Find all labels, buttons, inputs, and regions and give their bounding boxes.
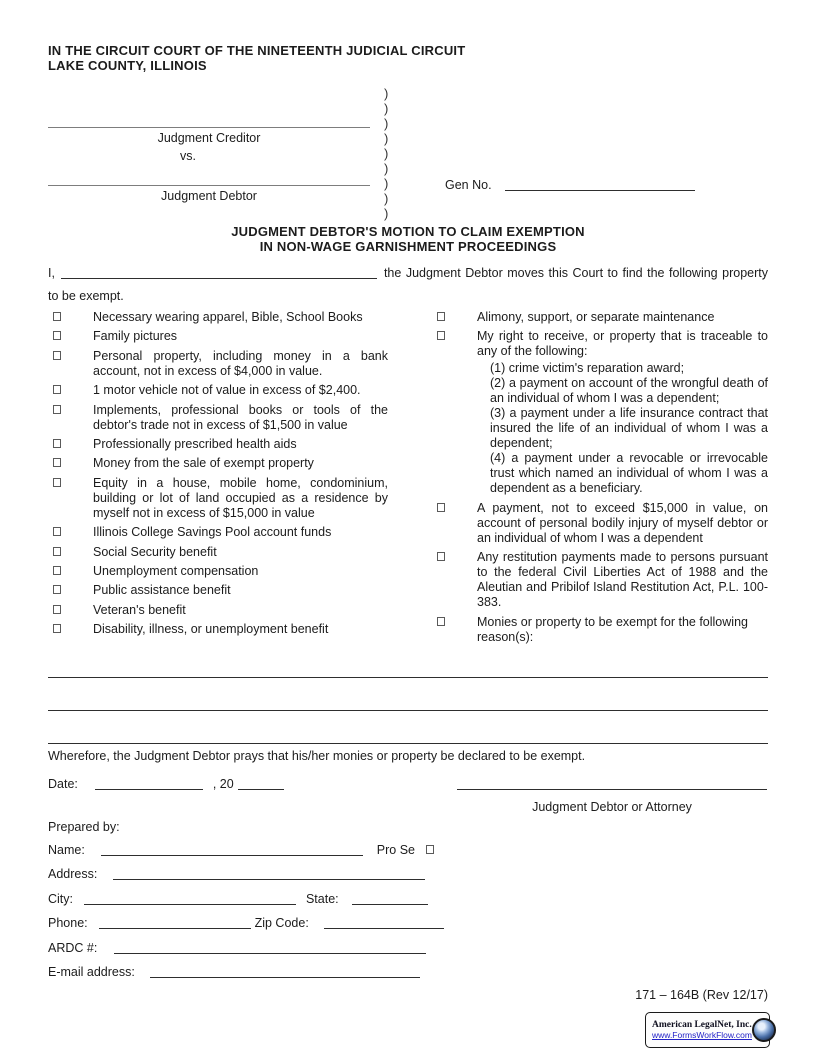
debtor-name-blank[interactable] [61, 266, 377, 279]
exemption-label: Disability, illness, or unemployment benefit [93, 622, 329, 637]
phone-zip-row [48, 914, 488, 938]
date-row [48, 775, 284, 791]
exemption-checkbox[interactable] [53, 527, 61, 536]
exemption-subitem: (3) a payment under a life insurance contract that insured the life of an individual of whom I was a dependent; [490, 406, 768, 451]
caption-paren: ) [384, 176, 389, 191]
exemptions-right-column [437, 310, 768, 649]
signature-line[interactable] [457, 777, 767, 790]
intro-prefix: I, [48, 266, 55, 280]
exemption-item [437, 310, 768, 325]
zip-blank[interactable] [324, 916, 444, 929]
phone-blank[interactable] [99, 916, 251, 929]
exemption-item [48, 476, 388, 521]
judgment-creditor-label: Judgment Creditor [157, 131, 261, 145]
exemption-item [437, 501, 768, 546]
intro-suffix: the Judgment Debtor moves this Court to find the following property to be exempt. [48, 266, 768, 303]
exemption-item [48, 349, 388, 379]
exemption-checkbox[interactable] [53, 566, 61, 575]
city-label: City: [48, 891, 73, 906]
caption-paren: ) [384, 86, 389, 101]
exemption-checkbox[interactable] [53, 312, 61, 321]
exemption-label: A payment, not to exceed $15,000 in value, on account of personal bodily injury of myself debtor or an individual of whom I was a dependent [477, 500, 768, 545]
exemption-label: Public assistance benefit [93, 583, 231, 598]
exemption-item [48, 525, 388, 540]
caption-paren: ) [384, 116, 389, 131]
reason-writing-lines [48, 645, 768, 744]
exemption-checkbox[interactable] [53, 478, 61, 487]
pro-se-checkbox[interactable] [426, 845, 434, 854]
reason-writing-line-3[interactable] [48, 711, 768, 744]
exemption-item [48, 603, 388, 618]
exemption-subitem: (1) crime victim's reparation award; [490, 361, 685, 376]
signature-label: Judgment Debtor or Attorney [532, 800, 692, 814]
exemption-subitems [490, 361, 768, 496]
caption-paren: ) [384, 161, 389, 176]
exemption-item [48, 545, 388, 560]
city-blank[interactable] [84, 892, 296, 905]
exemption-checkbox[interactable] [437, 503, 445, 512]
form-number: 171 – 164B (Rev 12/17) [635, 988, 768, 1002]
exemption-item [48, 437, 388, 452]
exemption-checkbox[interactable] [437, 552, 445, 561]
exemption-label: Monies or property to be exempt for the following reason(s): [477, 614, 748, 644]
reason-writing-line-2[interactable] [48, 678, 768, 711]
email-blank[interactable] [150, 965, 420, 978]
address-blank[interactable] [113, 867, 425, 880]
exemption-label: Family pictures [93, 329, 178, 344]
year-blank[interactable] [238, 777, 284, 790]
exemption-label: Social Security benefit [93, 544, 217, 559]
exemption-checkbox[interactable] [53, 585, 61, 594]
name-blank[interactable] [101, 843, 363, 856]
exemption-label: Alimony, support, or separate maintenance [477, 310, 715, 324]
address-label: Address: [48, 867, 98, 882]
reason-writing-line-1[interactable] [48, 645, 768, 678]
state-blank[interactable] [352, 892, 428, 905]
wherefore-clause: Wherefore, the Judgment Debtor prays that his/her monies or property be declared to be exempt. [48, 749, 586, 763]
formsworkflow-link[interactable]: www.FormsWorkFlow.com [652, 1030, 752, 1040]
exemption-checkbox[interactable] [53, 385, 61, 394]
legalnet-logo [645, 1012, 770, 1048]
exemption-item [437, 615, 768, 645]
exemption-item [48, 383, 388, 398]
exemption-item [48, 564, 388, 579]
caption-paren: ) [384, 146, 389, 161]
exemption-subitem: (2) a payment on account of the wrongful death of an individual of whom I was a dependent; [490, 376, 768, 406]
caption-paren: ) [384, 101, 389, 116]
exemption-checkbox[interactable] [437, 617, 445, 626]
caption-parentheses [384, 86, 398, 221]
legalnet-company-name: American LegalNet, Inc. [652, 1019, 752, 1030]
exemption-checkbox[interactable] [53, 331, 61, 340]
address-row [48, 865, 488, 889]
year-prefix-label: , 20 [212, 777, 234, 791]
exemption-label: Unemployment compensation [93, 563, 259, 578]
exemption-item [437, 329, 768, 496]
exemption-label: Necessary wearing apparel, Bible, School Books [93, 310, 363, 324]
date-blank[interactable] [95, 777, 203, 790]
name-label: Name: [48, 843, 85, 857]
exemption-checkbox[interactable] [53, 439, 61, 448]
prepared-by-title: Prepared by: [48, 820, 120, 834]
email-label: E-mail address: [48, 964, 135, 979]
caption-paren: ) [384, 131, 389, 146]
ardc-row [48, 939, 488, 963]
date-label: Date: [48, 777, 78, 791]
exemption-label: Illinois College Savings Pool account funds [93, 525, 332, 540]
ardc-label: ARDC #: [48, 940, 98, 955]
zip-label: Zip Code: [254, 916, 309, 931]
exemption-item [48, 622, 388, 637]
exemption-checkbox[interactable] [437, 312, 445, 321]
exemption-checkbox[interactable] [53, 351, 61, 360]
judgment-debtor-name-line[interactable] [48, 172, 370, 186]
ardc-blank[interactable] [114, 941, 426, 954]
city-state-row [48, 890, 488, 914]
court-header [48, 44, 608, 73]
exemption-item [48, 403, 388, 433]
exemption-checkbox[interactable] [53, 547, 61, 556]
exemption-checkbox[interactable] [53, 405, 61, 414]
phone-label: Phone: [48, 916, 88, 931]
vs-label: vs. [180, 149, 196, 163]
intro-paragraph [48, 262, 768, 308]
exemption-subitem: (4) a payment under a revocable or irrevocable trust which named an individual of whom I was a dependent as a beneficiary. [490, 451, 768, 496]
exemption-item [437, 550, 768, 610]
exemption-label: Any restitution payments made to persons pursuant to the federal Civil Liberties Act of 1988 and the Aleutian and Pribilof Island Restitution Act, P.L. 100-383. [477, 550, 768, 610]
exemption-label: Professionally prescribed health aids [93, 436, 297, 451]
exemption-label: Money from the sale of exempt property [93, 456, 314, 471]
form-title-line1: JUDGMENT DEBTOR'S MOTION TO CLAIM EXEMPTION [231, 224, 585, 239]
judgment-debtor-label: Judgment Debtor [161, 189, 257, 203]
exemption-label: Equity in a house, mobile home, condominium, building or lot of land occupied as a residence by myself not in excess of $15,000 in value [93, 475, 388, 520]
form-title [48, 224, 768, 254]
prepared-by-block [48, 820, 488, 987]
judgment-creditor-name-line[interactable] [48, 114, 370, 128]
exemption-item [48, 329, 388, 344]
state-label: State: [305, 891, 339, 906]
exemption-label: Implements, professional books or tools of the debtor's trade not in excess of $1,500 in value [93, 402, 388, 432]
name-row [48, 841, 488, 865]
pro-se-label: Pro Se [376, 843, 416, 857]
exemption-label: 1 motor vehicle not of value in excess of $2,400. [93, 383, 361, 398]
exemption-label: My right to receive, or property that is traceable to any of the following: (1) crime victim's reparation award; (2) a payment on account of the wrongful death of an individual of whom I was a dependent; (3) a payment under a life insurance contract that insured the life of an individual of whom I was a dependent; (4) a payment under a revocable or irrevocable trust which named an individual of whom I was a dependent as a beneficiary. [477, 329, 768, 496]
court-name-line2: LAKE COUNTY, ILLINOIS [48, 57, 207, 73]
gen-no-blank[interactable] [505, 178, 695, 191]
court-name-line1: IN THE CIRCUIT COURT OF THE NINETEENTH JUDICIAL CIRCUIT [48, 43, 466, 58]
exemption-label: Veteran's benefit [93, 602, 186, 617]
exemption-item [48, 583, 388, 598]
exemption-checkbox[interactable] [53, 605, 61, 614]
form-title-line2: IN NON-WAGE GARNISHMENT PROCEEDINGS [259, 239, 557, 254]
gen-no-label: Gen No. [445, 178, 492, 192]
exemption-item [48, 456, 388, 471]
legalnet-logo-text [652, 1020, 752, 1041]
exemptions-left-column [48, 310, 388, 641]
exemption-checkbox[interactable] [53, 458, 61, 467]
gen-no-row [445, 176, 695, 192]
exemption-label: Personal property, including money in a bank account, not in excess of $4,000 in value. [93, 348, 388, 378]
exemption-item [48, 310, 388, 325]
caption-paren: ) [384, 191, 389, 206]
exemption-checkbox[interactable] [437, 331, 445, 340]
email-row [48, 963, 488, 987]
exemption-checkbox[interactable] [53, 624, 61, 633]
caption-paren: ) [384, 206, 389, 221]
globe-icon [752, 1018, 776, 1042]
